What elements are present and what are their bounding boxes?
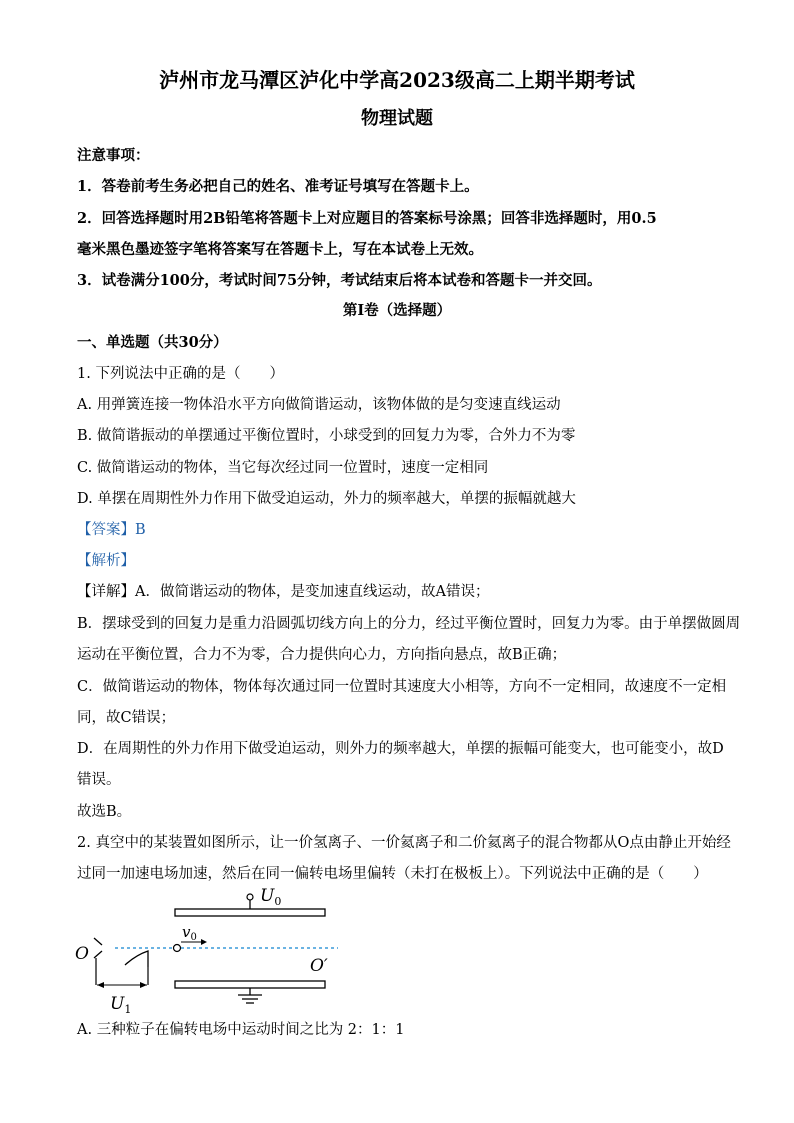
label-o-prime: O′ xyxy=(310,956,328,976)
upper-plate-terminal xyxy=(247,894,253,900)
detail-line-3: 运动在平衡位置，合力不为零，合力提供向心力，方向指向悬点，故B正确； xyxy=(77,647,567,663)
question-2-option-a: A. 三种粒子在偏转电场中运动时间之比为 2：1：1 xyxy=(77,1022,405,1038)
velocity-arrowhead xyxy=(201,939,207,945)
exam-subtitle: 物理试题 xyxy=(361,108,433,129)
label-o: O xyxy=(75,944,89,964)
detail-line-2: B．摆球受到的回复力是重力沿圆弧切线方向上的分力，经过平衡位置时，回复力为零。由于单摆做圆周 xyxy=(77,616,741,632)
question-1-option-a: A. 用弹簧连接一物体沿水平方向做简谐运动，该物体做的是匀变速直线运动 xyxy=(77,397,561,413)
ion-particle xyxy=(174,945,181,952)
label-v0: $v_0$ xyxy=(182,923,197,943)
notice-item-3: 3．试卷满分100分，考试时间75分钟，考试结束后将本试卷和答题卡一并交回。 xyxy=(77,272,602,289)
notice-item-2: 2．回答选择题时用2B铅笔将答题卡上对应题目的答案标号涂黑；回答非选择题时，用0.5 xyxy=(77,210,657,227)
detail-line-4: C．做简谐运动的物体，物体每次通过同一位置时其速度大小相等，方向不一定相同，故速度不一定相 xyxy=(77,679,727,695)
label-u0: $U_0$ xyxy=(260,886,282,908)
detail-line-8: 故选B。 xyxy=(77,804,132,820)
right-accelerating-plate xyxy=(125,951,148,967)
notice-item-2-cont: 毫米黑色墨迹签字笔将答案写在答题卡上，写在本试卷上无效。 xyxy=(77,241,483,258)
section-heading: 一、单选题（共30分） xyxy=(77,334,228,351)
question-1-stem: 1. 下列说法中正确的是（ ） xyxy=(77,366,284,382)
label-u1: $U_1$ xyxy=(110,994,132,1016)
exam-title: 泸州市龙马潭区泸化中学高2023级高二上期半期考试 xyxy=(159,68,635,92)
deflection-apparatus-figure xyxy=(70,885,360,1020)
upper-deflection-plate xyxy=(175,909,325,916)
question-1-option-d: D. 单摆在周期性外力作用下做受迫运动，外力的频率越大，单摆的振幅就越大 xyxy=(77,491,576,507)
u1-arrowhead-right xyxy=(140,982,147,988)
notice-heading: 注意事项： xyxy=(77,147,150,164)
detail-line-1: 【详解】A．做简谐运动的物体，是变加速直线运动，故A错误； xyxy=(77,584,490,600)
question-1-option-b: B. 做简谐振动的单摆通过平衡位置时，小球受到的回复力为零，合外力不为零 xyxy=(77,428,576,444)
left-accelerating-plate xyxy=(94,938,102,958)
u1-arrowhead-left xyxy=(97,982,104,988)
analysis-label: 【解析】 xyxy=(77,553,135,569)
question-2-stem-1: 2. 真空中的某装置如图所示，让一价氢离子、一价氦离子和二价氦离子的混合物都从O点由静止开始经 xyxy=(77,835,731,851)
detail-line-5: 同，故C错误； xyxy=(77,710,176,726)
detail-line-7: 错误。 xyxy=(77,772,121,788)
question-2-stem-2: 过同一加速电场加速，然后在同一偏转电场里偏转（未打在极板上）。下列说法中正确的是（ ） xyxy=(77,866,708,882)
notice-item-1: 1．答卷前考生务必把自己的姓名、准考证号填写在答题卡上。 xyxy=(77,178,479,195)
lower-deflection-plate xyxy=(175,981,325,988)
detail-line-6: D．在周期性的外力作用下做受迫运动，则外力的频率越大，单摆的振幅可能变大，也可能变小，故D xyxy=(77,741,724,757)
answer-label: 【答案】B xyxy=(77,522,146,538)
question-1-option-c: C. 做简谐运动的物体，当它每次经过同一位置时，速度一定相同 xyxy=(77,460,489,476)
part-heading: 第I卷（选择题） xyxy=(342,302,452,319)
